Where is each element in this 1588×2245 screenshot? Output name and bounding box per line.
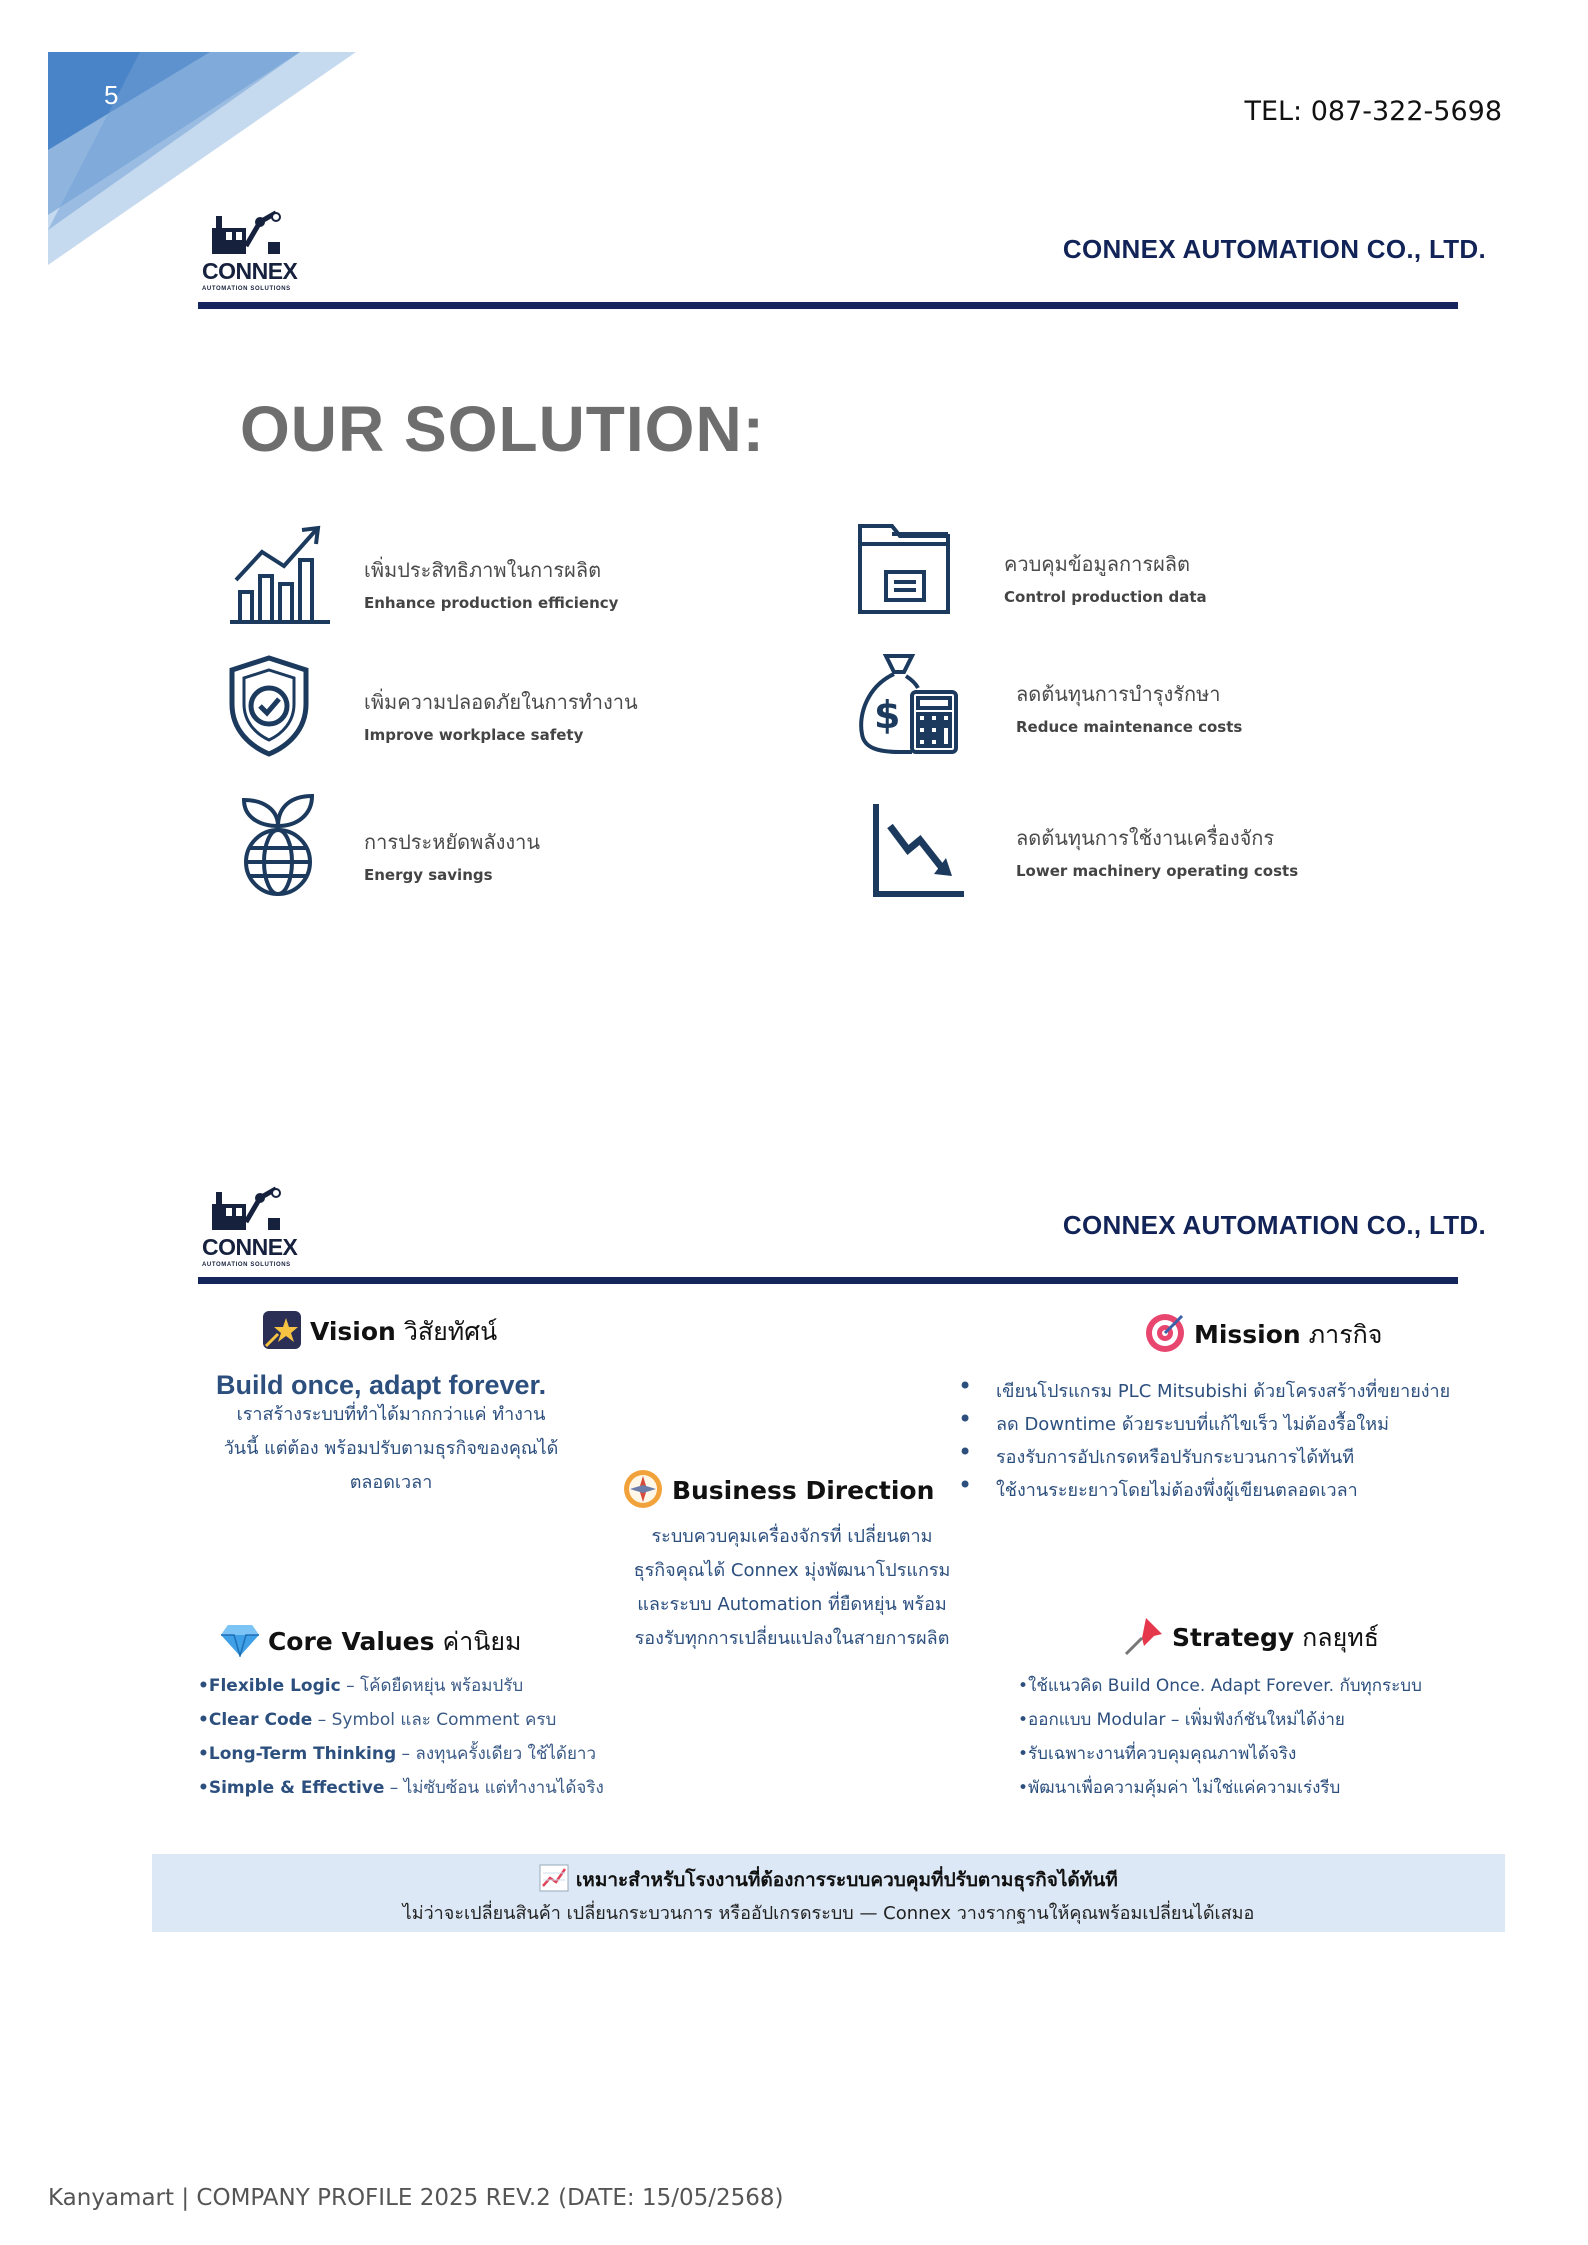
vision-tagline: Build once, adapt forever. bbox=[216, 1370, 547, 1400]
logo-tagline: AUTOMATION SOLUTIONS bbox=[202, 286, 291, 292]
strategy-item: •ใช้แนวคิด Build Once. Adapt Forever. กับทุกระบบ bbox=[1018, 1676, 1422, 1696]
logo-text: CONNEX bbox=[202, 1234, 298, 1260]
core-values-list bbox=[198, 1672, 604, 1808]
solution-item-5-th: การประหยัดพลังงาน bbox=[364, 830, 541, 854]
direction-heading: Business Direction bbox=[622, 1468, 934, 1516]
vision-line: ตลอดเวลา bbox=[349, 1472, 433, 1493]
target-icon bbox=[1144, 1312, 1186, 1360]
summary-banner bbox=[152, 1854, 1505, 1932]
mission-list bbox=[958, 1376, 1450, 1508]
gem-icon bbox=[220, 1623, 260, 1663]
money-bag-calculator-icon bbox=[856, 652, 960, 756]
folder-data-icon bbox=[856, 520, 952, 616]
header-rule-2 bbox=[198, 1277, 1458, 1284]
company-name-2: CONNEX AUTOMATION CO., LTD. bbox=[1062, 1210, 1486, 1240]
vision-line: เราสร้างระบบที่ทำได้มากกว่าแค่ ทำงาน bbox=[236, 1404, 546, 1425]
solution-item-2-en: Control production data bbox=[1004, 588, 1207, 606]
solution-item-5-en: Energy savings bbox=[364, 866, 493, 884]
mission-item: • รองรับการอัปเกรดหรือปรับกระบวนการได้ทันที bbox=[958, 1442, 1450, 1475]
robot-arm-factory-icon bbox=[198, 202, 308, 262]
solution-item-2-th: ควบคุมข้อมูลการผลิต bbox=[1004, 552, 1191, 576]
solution-item-6-en: Lower machinery operating costs bbox=[1016, 862, 1299, 880]
strategy-item: •ออกแบบ Modular – เพิ่มฟังก์ชันใหม่ได้ง่าย bbox=[1018, 1710, 1345, 1730]
banner-line-1: เหมาะสำหรับโรงงานที่ต้องการระบบควบคุมที่ปรับตามธุรกิจได้ทันที bbox=[152, 1864, 1505, 1897]
globe-plant-icon bbox=[240, 792, 316, 898]
company-logo-2 bbox=[198, 1178, 310, 1278]
page-footer: Kanyamart | COMPANY PROFILE 2025 REV.2 (DATE: 15/05/2568) bbox=[48, 2185, 784, 2211]
page-number: 5 bbox=[104, 80, 119, 110]
core-values-heading: Core Values ค่านิยม bbox=[220, 1622, 521, 1663]
direction-line: รองรับทุกการเปลี่ยนแปลงในสายการผลิต bbox=[634, 1628, 950, 1649]
core-value-item: •Simple & Effective – ไม่ซับซ้อน แต่ทำงานได้จริง bbox=[198, 1778, 604, 1798]
core-value-item: •Flexible Logic – โค้ดยืดหยุ่น พร้อมปรับ bbox=[198, 1676, 524, 1696]
strategy-list bbox=[1018, 1672, 1422, 1808]
strategy-heading: Strategy กลยุทธ์ bbox=[1124, 1616, 1379, 1662]
banner-line-2: ไม่ว่าจะเปลี่ยนสินค้า เปลี่ยนกระบวนการ หรืออัปเกรดระบบ — Connex วางรากฐานให้คุณพร้อมเปลี่ยนได้เสมอ bbox=[402, 1903, 1255, 1924]
direction-line: ธุรกิจคุณได้ Connex มุ่งพัฒนาโปรแกรม bbox=[633, 1560, 951, 1581]
solution-item-3-th: เพิ่มความปลอดภัยในการทำงาน bbox=[364, 690, 638, 714]
core-value-item: •Clear Code – Symbol และ Comment ครบ bbox=[198, 1710, 557, 1730]
svg-text:$: $ bbox=[874, 693, 901, 737]
direction-line: และระบบ Automation ที่ยืดหยุ่น พร้อม bbox=[637, 1594, 947, 1615]
corner-decoration bbox=[0, 0, 380, 280]
vision-heading: Vision วิสัยทัศน์ bbox=[262, 1310, 497, 1356]
direction-body bbox=[592, 1520, 992, 1656]
vision-line: วันนี้ แต่ต้อง พร้อมปรับตามธุรกิจของคุณได้ bbox=[223, 1438, 559, 1459]
logo-tagline: AUTOMATION SOLUTIONS bbox=[202, 1262, 291, 1268]
solution-item-4-en: Reduce maintenance costs bbox=[1016, 718, 1243, 736]
mission-item: • เขียนโปรแกรม PLC Mitsubishi ด้วยโครงสร้างที่ขยายง่าย bbox=[958, 1376, 1450, 1409]
solution-title: OUR SOLUTION: bbox=[240, 393, 765, 465]
mission-heading: Mission ภารกิจ bbox=[1144, 1312, 1382, 1360]
bar-chart-growth-icon bbox=[228, 522, 332, 626]
robot-arm-factory-icon bbox=[198, 1178, 308, 1238]
header-rule bbox=[198, 302, 1458, 309]
pushpin-icon bbox=[1124, 1616, 1164, 1662]
core-value-item: •Long-Term Thinking – ลงทุนครั้งเดียว ใช้ได้ยาว bbox=[198, 1744, 597, 1764]
shield-check-icon bbox=[228, 654, 310, 758]
telephone: TEL: 087-322-5698 bbox=[1244, 96, 1502, 127]
logo-text: CONNEX bbox=[202, 258, 298, 284]
mission-item: • ใช้งานระยะยาวโดยไม่ต้องพึ่งผู้เขียนตลอดเวลา bbox=[958, 1475, 1450, 1508]
solution-item-1-en: Enhance production efficiency bbox=[364, 594, 619, 612]
strategy-item: •รับเฉพาะงานที่ควบคุมคุณภาพได้จริง bbox=[1018, 1744, 1297, 1764]
solution-item-1-th: เพิ่มประสิทธิภาพในการผลิต bbox=[364, 558, 602, 582]
chart-increasing-icon bbox=[539, 1864, 569, 1897]
downtrend-chart-icon bbox=[872, 804, 968, 900]
shooting-star-icon bbox=[262, 1310, 302, 1356]
compass-icon bbox=[622, 1468, 664, 1516]
solution-item-3-en: Improve workplace safety bbox=[364, 726, 584, 744]
solution-item-4-th: ลดต้นทุนการบำรุงรักษา bbox=[1016, 682, 1221, 706]
direction-line: ระบบควบคุมเครื่องจักรที่ เปลี่ยนตาม bbox=[651, 1526, 933, 1547]
solution-item-6-th: ลดต้นทุนการใช้งานเครื่องจักร bbox=[1016, 826, 1275, 850]
company-name: CONNEX AUTOMATION CO., LTD. bbox=[1062, 234, 1486, 264]
mission-item: • ลด Downtime ด้วยระบบที่แก้ไขเร็ว ไม่ต้องรื้อใหม่ bbox=[958, 1409, 1450, 1442]
company-logo bbox=[198, 202, 310, 302]
vision-body bbox=[196, 1398, 586, 1500]
strategy-item: •พัฒนาเพื่อความคุ้มค่า ไม่ใช่แค่ความเร่งรีบ bbox=[1018, 1778, 1341, 1798]
